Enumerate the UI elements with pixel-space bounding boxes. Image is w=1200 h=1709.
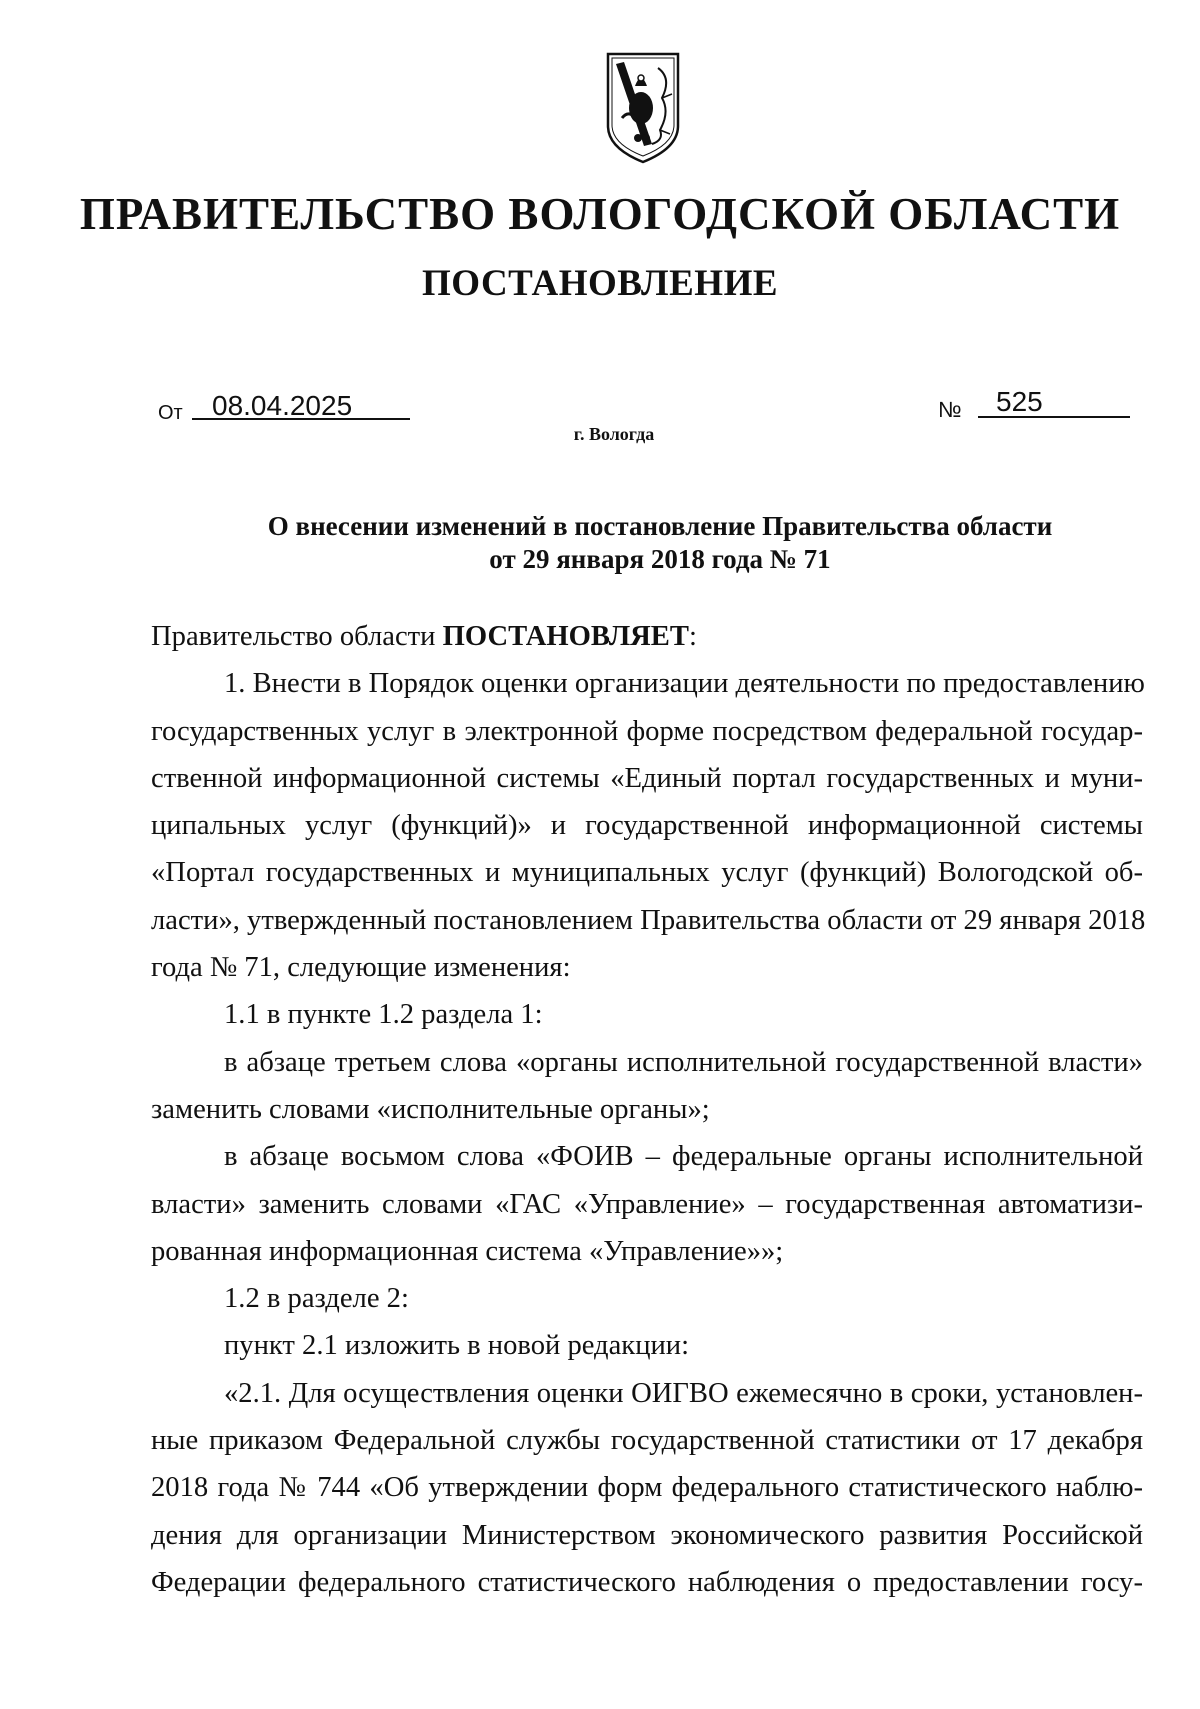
body-line: заменить словами «исполнительные органы»; — [151, 1093, 710, 1125]
document-type-title: ПОСТАНОВЛЕНИЕ — [421, 263, 779, 304]
body-line: 1.2 в разделе 2: — [224, 1283, 409, 1315]
date-prefix: От — [158, 402, 183, 424]
subject-line: О внесении изменений в постановление Правительства области — [267, 511, 1053, 541]
subject-line: от 29 января 2018 года № 71 — [489, 544, 831, 574]
preamble-keyword: ПОСТАНОВЛЯЕТ — [442, 621, 689, 652]
body-line: ципальных услуг (функций)» и государственной информационной системы — [151, 810, 1143, 842]
body-line: 1. Внести в Порядок оценки организации деятельности по предоставлению — [224, 668, 1145, 700]
body-line: 1.1 в пункте 1.2 раздела 1: — [224, 999, 543, 1031]
number-prefix: № — [938, 397, 962, 422]
coat-of-arms-icon — [604, 48, 682, 168]
organization-title: ПРАВИТЕЛЬСТВО ВОЛОГОДСКОЙ ОБЛАСТИ — [79, 189, 1121, 239]
body-line: власти» заменить словами «ГАС «Управление» – государственная автоматизи- — [151, 1188, 1143, 1220]
document-body — [151, 613, 1146, 1606]
body-line: года № 71, следующие изменения: — [151, 952, 571, 984]
body-line: рованная информационная система «Управление»»; — [151, 1235, 784, 1267]
body-line: ственной информационной системы «Единый портал государственных и муни- — [151, 762, 1143, 794]
preamble-text: Правительство области — [151, 621, 443, 652]
body-line: пункт 2.1 изложить в новой редакции: — [224, 1330, 690, 1362]
document-date: 08.04.2025 — [212, 390, 353, 421]
body-line: 2018 года № 744 «Об утверждении форм федерального статистического наблю- — [151, 1472, 1143, 1504]
body-line: «Портал государственных и муниципальных услуг (функций) Вологодской об- — [151, 857, 1143, 889]
city-label: г. Вологда — [573, 424, 655, 444]
body-line: дения для организации Министерством экономического развития Российской — [151, 1519, 1143, 1551]
body-line: ласти», утвержденный постановлением Правительства области от 29 января 2018 — [151, 904, 1146, 936]
body-line: в абзаце восьмом слова «ФОИВ – федеральные органы исполнительной — [224, 1141, 1143, 1173]
body-line: Федерации федерального статистического наблюдения о предоставлении госу- — [151, 1566, 1143, 1598]
body-line: в абзаце третьем слова «органы исполнительной государственной власти» — [224, 1046, 1143, 1078]
body-line: «2.1. Для осуществления оценки ОИГВО ежемесячно в сроки, установлен- — [224, 1377, 1143, 1409]
document-number: 525 — [996, 386, 1043, 417]
body-line: ные приказом Федеральной службы государственной статистики от 17 декабря — [151, 1425, 1143, 1457]
preamble-colon: : — [688, 621, 697, 652]
document-subject — [160, 510, 1160, 576]
preamble — [151, 613, 1143, 660]
body-line: государственных услуг в электронной форме посредством федеральной государ- — [151, 715, 1143, 747]
